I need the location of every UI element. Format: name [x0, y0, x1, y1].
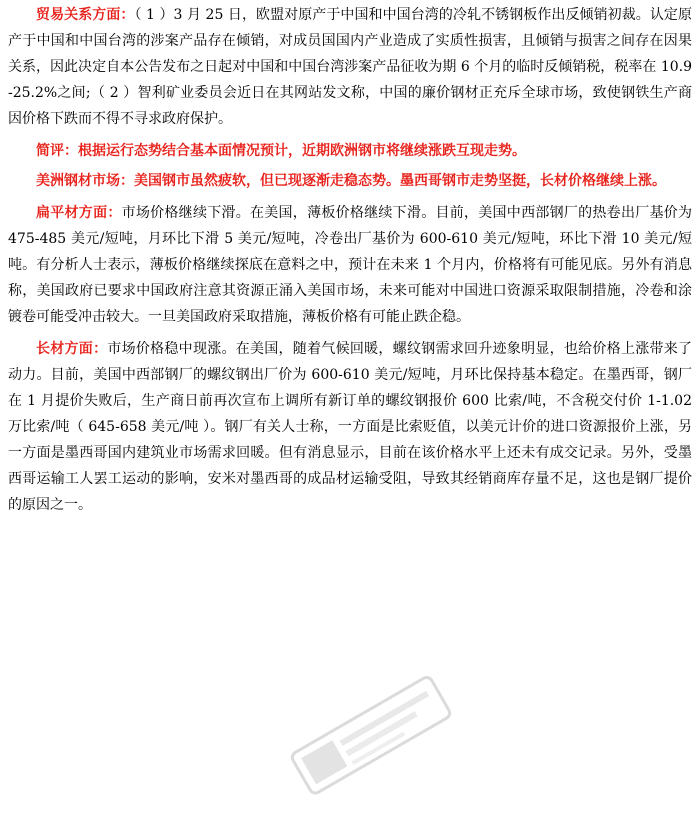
trade-relations-text: （ 1 ）3 月 25 日，欧盟对原产于中国和中国台湾的冷轧不锈钢板作出反倾销初裁。认定原产于中国和中国台湾的涉案产品存在倾销，对成员国国内产业造成了实质性损害，且倾销与损害之间存在因果关系，因此决定自本公告发布之日起对中国和中国台湾涉案产品征收为期 6 个月的临时反倾销税，税率在 10.9-25.2%之间;（ 2 ）智利矿业委员会近日在其网站发文称，中国的廉价钢材正充斥全球市场，致使钢铁生产商因价格下跌而不得不寻求政府保护。 [8, 7, 692, 127]
long-products-paragraph [8, 336, 692, 518]
trade-relations-heading: 贸易关系方面： [36, 7, 135, 23]
flat-products-text: 市场价格继续下滑。在美国，薄板价格继续下滑。目前，美国中西部钢厂的热卷出厂基价为 475-485 美元/短吨，月环比下滑 5 美元/短吨，冷卷出厂基价为 600-610 美元/短吨，环比下滑 10 美元/短吨。有分析人士表示，薄板价格继续探底在意料之中，预计在未来 1 个月内，价格将有可能见底。另外有消息称，美国政府已要求中国政府注意其资源正涌入美国市场，未来可能对中国进口资源采取限制措施，冷卷和涂镀卷可能受冲击较大。一旦美国政府采取措施，薄板价格有可能止跌企稳。 [8, 205, 693, 325]
document-body [8, 2, 692, 518]
americas-summary-paragraph: 美洲钢材市场：美国钢市虽然疲软，但已现逐渐走稳态势。墨西哥钢市走势坚挺，长材价格继续上涨。 [36, 173, 666, 189]
flat-products-heading: 扁平材方面： [36, 205, 122, 221]
flat-products-paragraph [8, 200, 692, 330]
comment-paragraph: 简评：根据运行态势结合基本面情况预计，近期欧洲钢市将继续涨跌互现走势。 [36, 143, 526, 159]
long-products-text: 市场价格稳中现涨。在美国，随着气候回暖，螺纹钢需求回升迹象明显，也给价格上涨带来了动力。目前，美国中西部钢厂的螺纹钢出厂价为 600-610 美元/短吨，月环比保持基本稳定。在墨西哥，钢厂在 1 月提价失败后，生产商日前再次宣布上调所有新订单的螺纹钢报价 600 比索/吨，不含税交付价 1-1.02 万比索/吨（ 645-658 美元/吨 ）。钢厂有关人士称，一方面是比索贬值，以美元计价的进口资源报价上涨，另一方面是墨西哥国内建筑业市场需求回暖。但有消息显示，目前在该价格水平上还未有成交记录。另外，受墨西哥运输工人罢工运动的影响，安米对墨西哥的成品材运输受阻，导致其经销商库存量不足，这也是钢厂提价的原因之一。 [8, 341, 693, 513]
trade-relations-paragraph [8, 2, 692, 132]
watermark-logo [282, 672, 462, 802]
long-products-heading: 长材方面： [36, 341, 108, 357]
